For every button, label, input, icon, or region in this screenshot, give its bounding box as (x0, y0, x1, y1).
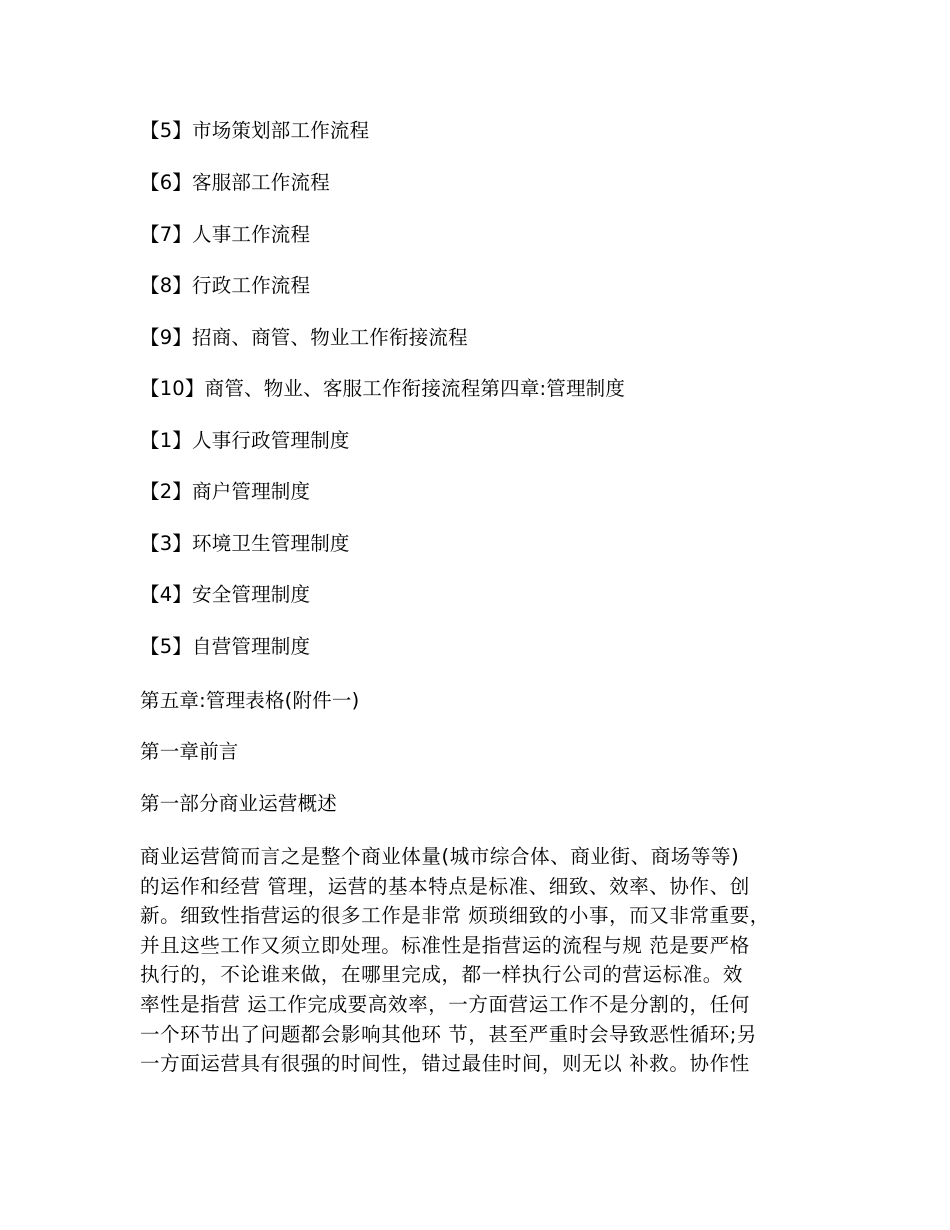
toc-item-hr-admin-rules: 【1】人事行政管理制度 (140, 429, 350, 452)
chapter-one-heading: 第一章前言 (140, 740, 239, 763)
body-line: 并且这些工作又须立即处理。标准性是指营运的流程与规 范是要严格 (140, 933, 750, 957)
part-one-heading: 第一部分商业运营概述 (140, 792, 338, 815)
body-line: 商业运营简而言之是整个商业体量(城市综合体、商业街、商场等等) (140, 845, 740, 868)
body-line: 率性是指营 运工作完成要高效率，一方面营运工作不是分割的，任何 (140, 992, 750, 1016)
body-line: 一个环节出了问题都会影响其他环 节，甚至严重时会导致恶性循环;另 (140, 1022, 757, 1046)
toc-item-tenant-rules: 【2】商户管理制度 (140, 480, 311, 503)
toc-item-customer-service: 【6】客服部工作流程 (140, 171, 330, 194)
toc-item-admin-process: 【8】行政工作流程 (140, 274, 311, 297)
toc-item-leasing-handover: 【9】招商、商管、物业工作衔接流程 (140, 326, 468, 349)
toc-item-hr-process: 【7】人事工作流程 (140, 223, 311, 246)
toc-item-sanitation-rules: 【3】环境卫生管理制度 (140, 532, 350, 555)
toc-item-safety-rules: 【4】安全管理制度 (140, 583, 311, 606)
body-paragraph (140, 842, 830, 1079)
chapter-five-heading: 第五章:管理表格(附件一) (140, 689, 360, 712)
body-line: 新。细致性指营运的很多工作是非常 烦琐细致的小事，而又非常重要， (140, 904, 770, 928)
body-line: 一方面运营具有很强的时间性，错过最佳时间，则无以 补救。协作性 (140, 1052, 750, 1076)
toc-item-mgmt-handover: 【10】商管、物业、客服工作衔接流程第四章:管理制度 (140, 377, 626, 400)
toc-item-self-operated-rules: 【5】自营管理制度 (140, 635, 311, 658)
body-line: 执行的，不论谁来做，在哪里完成，都一样执行公司的营运标准。效 (140, 963, 744, 987)
body-line: 的运作和经营 管理，运营的基本特点是标准、细致、效率、协作、创 (140, 874, 750, 898)
toc-item-market-planning: 【5】市场策划部工作流程 (140, 119, 370, 142)
